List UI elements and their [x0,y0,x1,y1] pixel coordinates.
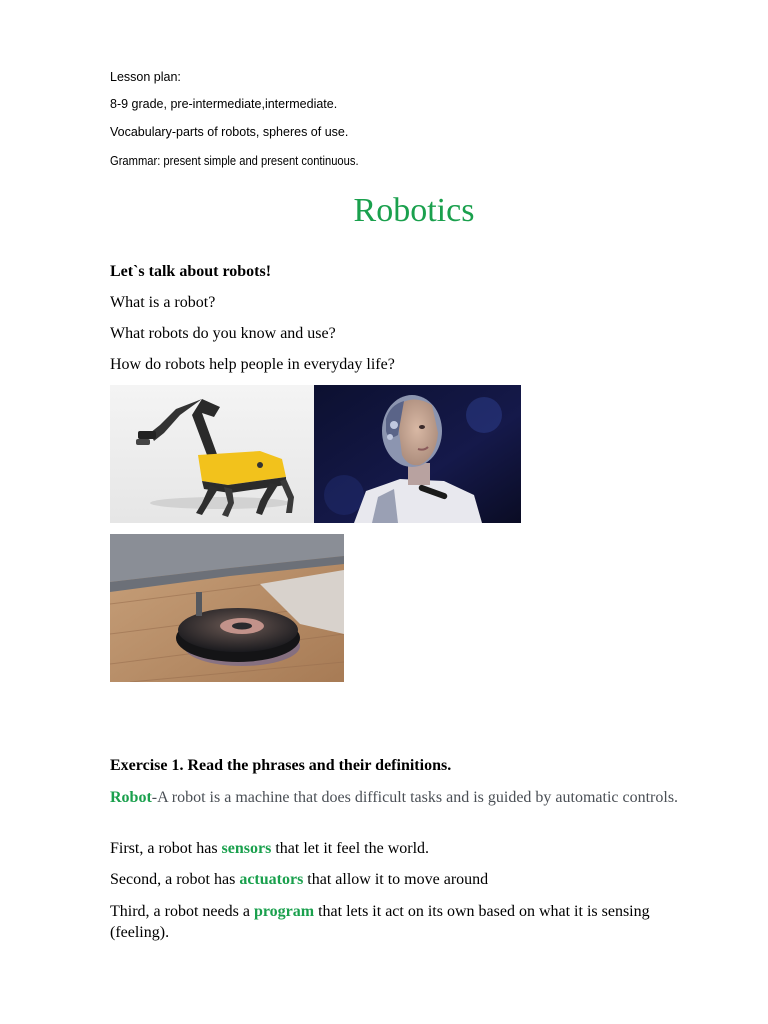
lesson-plan-label: Lesson plan: [110,70,181,84]
sentence-text: Second, a robot has [110,871,240,888]
exercise-heading: Exercise 1. Read the phrases and their definitions. [110,757,452,774]
robot-definition-text: -A robot is a machine that does difficult tasks and is guided by automatic controls. [151,789,679,806]
grade-level: 8-9 grade, pre-intermediate,intermediate. [110,97,338,111]
sentence-text: that let it feel the world. [271,840,430,857]
robot-dog-image [110,385,314,523]
sentence-sensors [110,840,429,858]
grammar-topic: Grammar: present simple and present continuous. [110,153,359,168]
robot-vacuum-image [110,534,344,682]
term-program: program [253,903,315,920]
question-3: How do robots help people in everyday life? [110,356,395,373]
term-actuators: actuators [239,871,304,888]
term-robot: Robot [110,789,152,806]
vocabulary-topic: Vocabulary-parts of robots, spheres of use. [110,125,349,139]
sentence-actuators [110,871,488,889]
page-title: Robotics [353,192,475,229]
term-sensors: sensors [221,840,272,857]
sentence-program [110,901,670,943]
sentence-text: Third, a robot needs a [110,903,254,920]
sentence-text: First, a robot has [110,840,222,857]
intro-heading: Let`s talk about robots! [110,263,272,280]
sentence-text: that allow it to move around [303,871,489,888]
sentence-text: that lets it act on its own based on what it is sensing (feeling). [110,903,650,941]
humanoid-robot-image [314,385,521,523]
question-1: What is a robot? [110,294,216,311]
robot-definition [110,788,730,808]
question-2: What robots do you know and use? [110,325,336,342]
